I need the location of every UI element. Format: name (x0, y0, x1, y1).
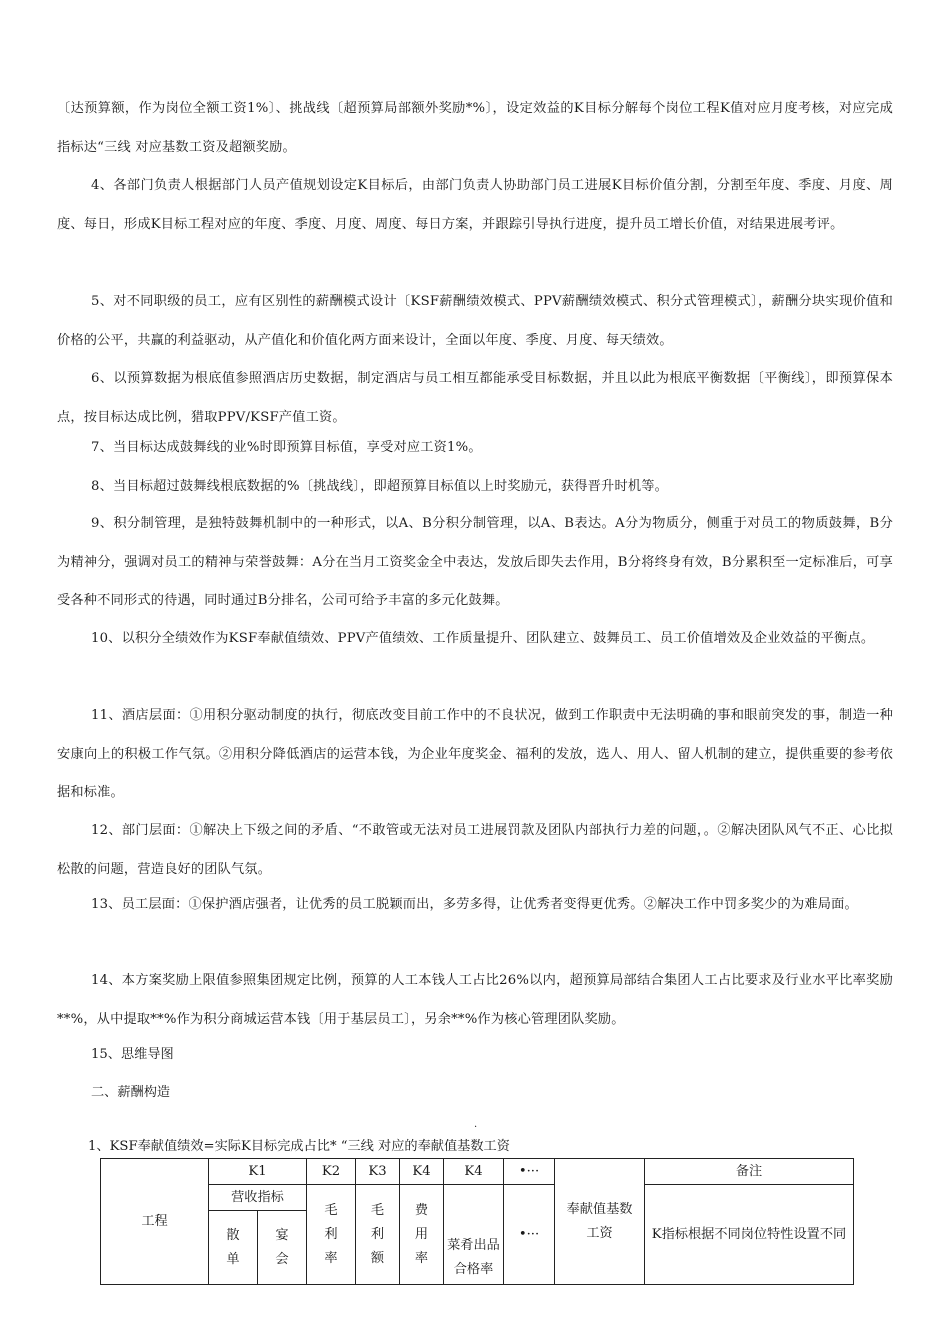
table-gross-margin-text: 毛利率 (324, 1202, 338, 1266)
paragraph-continued: 〔达预算额，作为岗位全额工资1%〕、挑战线〔超预算局部额外奖励*%〕，设定效益的K目标分解每个岗位工程K值对应月度考核，对应完成指标达“三线 对应基数工资及超额奖励。 (57, 101, 893, 155)
table-base-wage-text: 奉献值基数工资 (566, 1201, 633, 1241)
ksf-table (100, 1158, 854, 1285)
table-gross-amount-cell (356, 1185, 400, 1285)
table-scatter-text: 散单 (226, 1227, 240, 1267)
table-banquet-text: 宴会 (275, 1227, 289, 1267)
paragraph-8: 8、当目标超过鼓舞线根底数据的%〔挑战线〕，即超预算目标值以上时奖励元，获得晋升时机等。 (91, 479, 668, 494)
paragraph-12: 12、部门层面：①解决上下级之间的矛盾、“不敢管或无法对员工进展罚款及团队内部执行力差的问题，。②解决团队风气不正、心比拟松散的问题，营造良好的团队气氛。 (57, 823, 893, 877)
table-remark-text: K指标根据不同岗位特性设置不同 (651, 1226, 847, 1242)
table-base-wage-cell (555, 1159, 645, 1285)
table-more-body-cell: •··· (504, 1185, 555, 1285)
table-gross-amount-text: 毛利额 (370, 1202, 385, 1266)
table-cost-rate-text: 费用率 (414, 1202, 429, 1266)
paragraph-14: 14、本方案奖励上限值参照集团规定比例，预算的人工本钱人工占比26%以内，超预算局部结合集团人工占比要求及行业水平比率奖励**%，从中提取**%作为积分商城运营本钱〔用于基层员工〕，另余**%作为核心管理团队奖励。 (57, 973, 893, 1027)
table-k4a-header: K4 (400, 1159, 444, 1185)
paragraph-9: 9、积分制管理，是独特鼓舞机制中的一种形式，以A、B分积分制管理，以A、B表达。A分为物质分，侧重于对员工的物质鼓舞，B分为精神分，强调对员工的精神与荣誉鼓舞：A分在当月工资奖金全中表达，发放后即失去作用，B分将终身有效，B分累积至一定标准后，可享受各种不同形式的待遇，同时通过B分排名，公司可给予丰富的多元化鼓舞。 (57, 516, 893, 609)
paragraph-11: 11、酒店层面：①用积分驱动制度的执行，彻底改变目前工作中的不良状况，做到工作职责中无法明确的事和眼前突发的事，制造一种安康向上的积极工作气氛。②用积分降低酒店的运营本钱，为企业年度奖金、福利的发放，选人、用人、留人机制的建立，提供重要的参考依据和标准。 (57, 708, 893, 801)
table-more-header: •··· (504, 1159, 555, 1185)
table-dish-quality-text: 菜肴出品合格率 (447, 1238, 500, 1277)
paragraph-6: 6、以预算数据为根底值参照酒店历史数据，制定酒店与员工相互都能承受目标数据，并且以此为根底平衡数据〔平衡线〕，即预算保本点，按目标达成比例，猎取PPV/KSF产值工资。 (57, 371, 893, 425)
table-remark-cell (645, 1185, 854, 1285)
table-k2-header: K2 (307, 1159, 356, 1185)
table-caption: 1、KSF奉献值绩效=实际K目标完成占比* “三线 对应的奉献值基数工资 (88, 1139, 510, 1154)
stray-dot: . (474, 1119, 478, 1130)
heading-salary-structure: 二、薪酬构造 (91, 1085, 171, 1100)
paragraph-4: 4、各部门负责人根据部门人员产值规划设定K目标后，由部门负责人协助部门员工进展K目标价值分割，分割至年度、季度、月度、周度、每日，形成K目标工程对应的年度、季度、月度、周度、每日方案，并跟踪引导执行进度，提升员工增长价值，对结果进展考评。 (57, 178, 893, 232)
table-remark-header: 备注 (645, 1159, 854, 1185)
table-revenue-header: 营收指标 (209, 1185, 307, 1211)
paragraph-5: 5、对不同职级的员工，应有区别性的薪酬模式设计〔KSF薪酬绩效模式、PPV薪酬绩效模式、积分式管理模式〕，薪酬分块实现价值和价格的公平，共赢的利益驱动，从产值化和价值化两方面来设计，全面以年度、季度、月度、每天绩效。 (57, 294, 893, 348)
table-scatter-cell (209, 1211, 258, 1285)
table-cost-rate-cell (400, 1185, 444, 1285)
paragraph-7: 7、当目标达成鼓舞线的业%时即预算目标值，享受对应工资1%。 (91, 440, 482, 455)
table-dish-quality-cell (444, 1185, 504, 1285)
paragraph-13: 13、员工层面：①保护酒店强者，让优秀的员工脱颖而出，多劳多得，让优秀者变得更优秀。②解决工作中罚多奖少的为难局面。 (91, 897, 858, 912)
paragraph-10: 10、以积分全绩效作为KSF奉献值绩效、PPV产值绩效、工作质量提升、团队建立、鼓舞员工、员工价值增效及企业效益的平衡点。 (91, 631, 875, 646)
heading-mindmap: 15、思维导图 (91, 1047, 174, 1062)
table-gross-margin-cell (307, 1185, 356, 1285)
table-k1-header: K1 (209, 1159, 307, 1185)
table-k4b-header: K4 (444, 1159, 504, 1185)
table-k3-header: K3 (356, 1159, 400, 1185)
table-project-cell: 工程 (101, 1159, 209, 1285)
table-banquet-cell (258, 1211, 307, 1285)
